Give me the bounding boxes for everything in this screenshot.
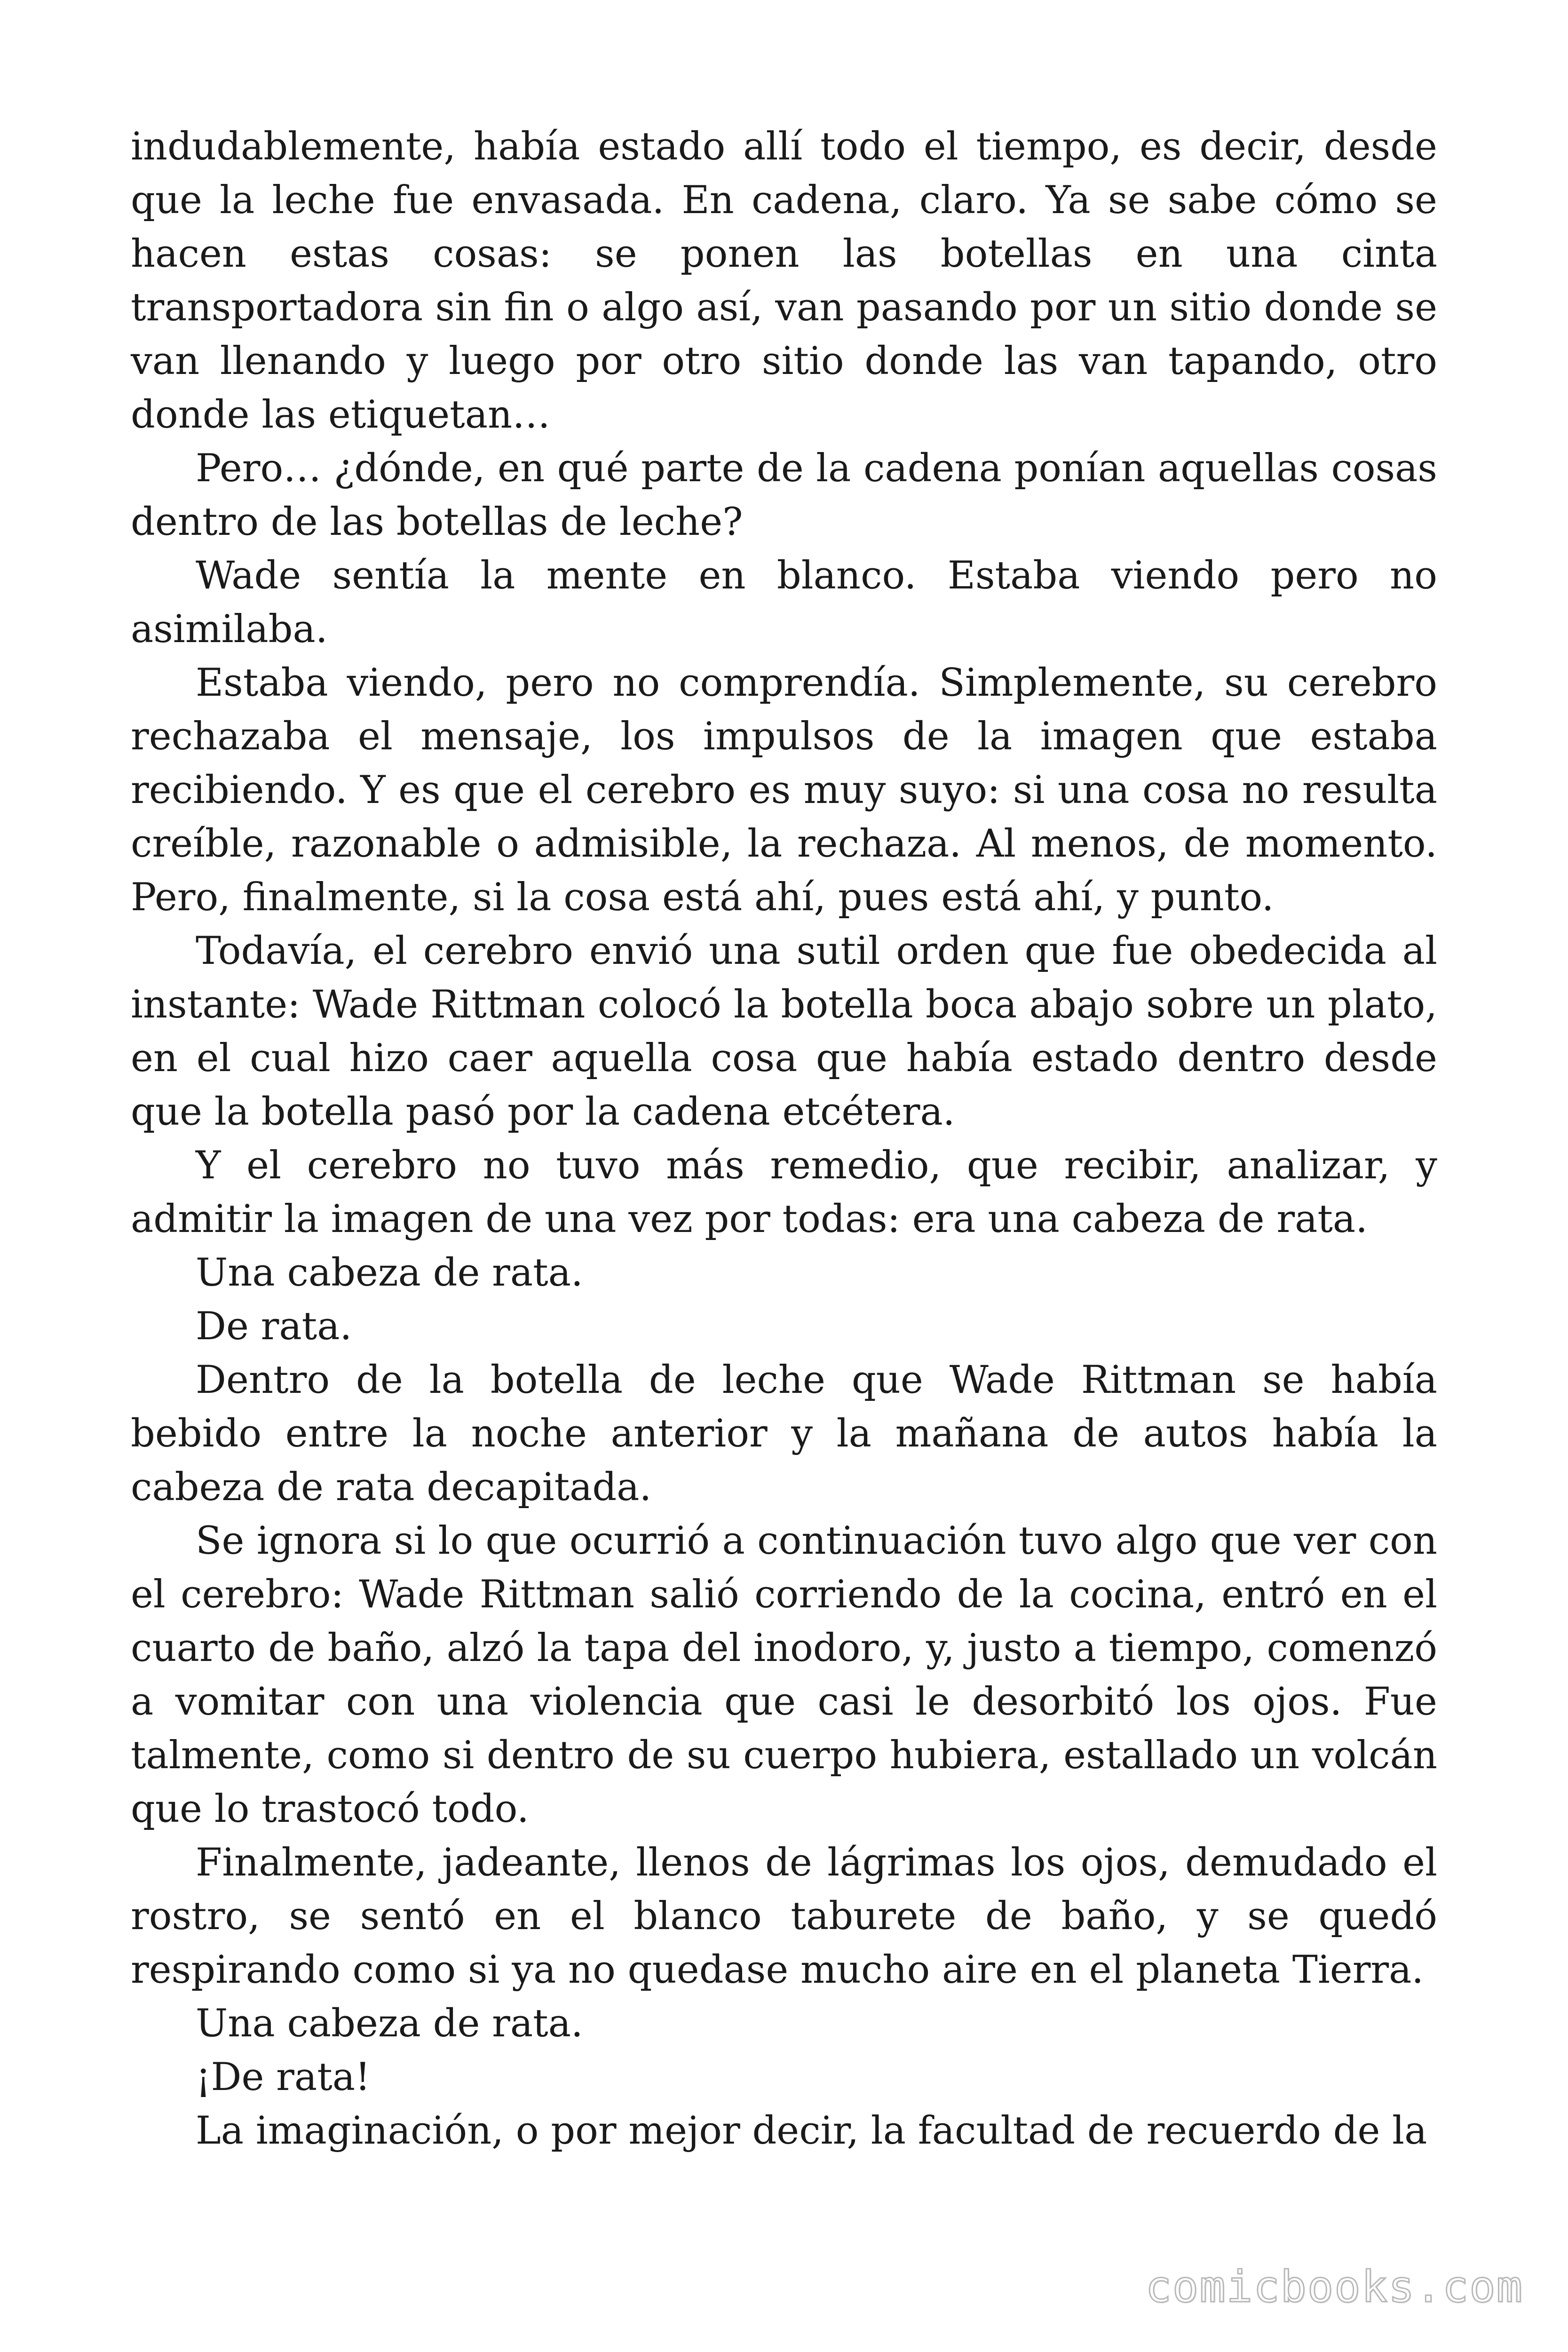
paragraph: Se ignora si lo que ocurrió a continuación tuvo algo que ver con el cerebro: Wade Rittman salió corriendo de la cocina, entró en el cuarto de baño, alzó la tapa del inodoro, y, justo a tiempo, comenzó a vomitar con una violencia que casi le desorbitó los ojos. Fue talmente, como si dentro de su cuerpo hubiera, estallado un volcán que lo trastocó todo. [131,1519,1437,1831]
paragraph: Y el cerebro no tuvo más remedio, que recibir, analizar, y admitir la imagen de una vez por todas: era una cabeza de rata. [131,1144,1437,1241]
paragraph: De rata. [196,1304,352,1349]
paragraph: Finalmente, jadeante, llenos de lágrimas los ojos, demudado el rostro, se sentó en el blanco taburete de baño, y se quedó respirando como si ya no quedase mucho aire en el planeta Tierra. [131,1841,1437,1992]
paragraph: ¡De rata! [196,2055,371,2099]
paragraph: La imaginación, o por mejor decir, la facultad de recuerdo de la [196,2109,1427,2153]
paragraph-continuation: indudablemente, había estado allí todo el tiempo, es decir, desde que la leche fue envasada. En cadena, claro. Ya se sabe cómo se hacen estas cosas: se ponen las botellas en una cinta transportadora sin fin o algo así, van pasando por un sitio donde se van llenando y luego por otro sitio donde las van tapando, otro donde las etiquetan… [131,125,1437,437]
paragraph: Estaba viendo, pero no comprendía. Simplemente, su cerebro rechazaba el mensaje, los impulsos de la imagen que estaba recibiendo. Y es que el cerebro es muy suyo: si una cosa no resulta creíble, razonable o admisible, la rechaza. Al menos, de momento. Pero, finalmente, si la cosa está ahí, pues está ahí, y punto. [131,661,1437,920]
page-text [131,120,1437,2158]
paragraph: Una cabeza de rata. [196,1251,583,1295]
paragraph: Wade sentía la mente en blanco. Estaba viendo pero no asimilaba. [131,554,1437,652]
paragraph: Todavía, el cerebro envió una sutil orden que fue obedecida al instante: Wade Rittman colocó la botella boca abajo sobre un plato, en el cual hizo caer aquella cosa que había estado dentro desde que la botella pasó por la cadena etcétera. [131,929,1437,1134]
watermark: comicbooks.com [1145,2262,1523,2312]
paragraph: Dentro de la botella de leche que Wade Rittman se había bebido entre la noche anterior y la mañana de autos había la cabeza de rata decapitada. [131,1358,1437,1510]
paragraph: Una cabeza de rata. [196,2002,583,2046]
paragraph: Pero… ¿dónde, en qué parte de la cadena ponían aquellas cosas dentro de las botellas de leche? [131,446,1437,544]
